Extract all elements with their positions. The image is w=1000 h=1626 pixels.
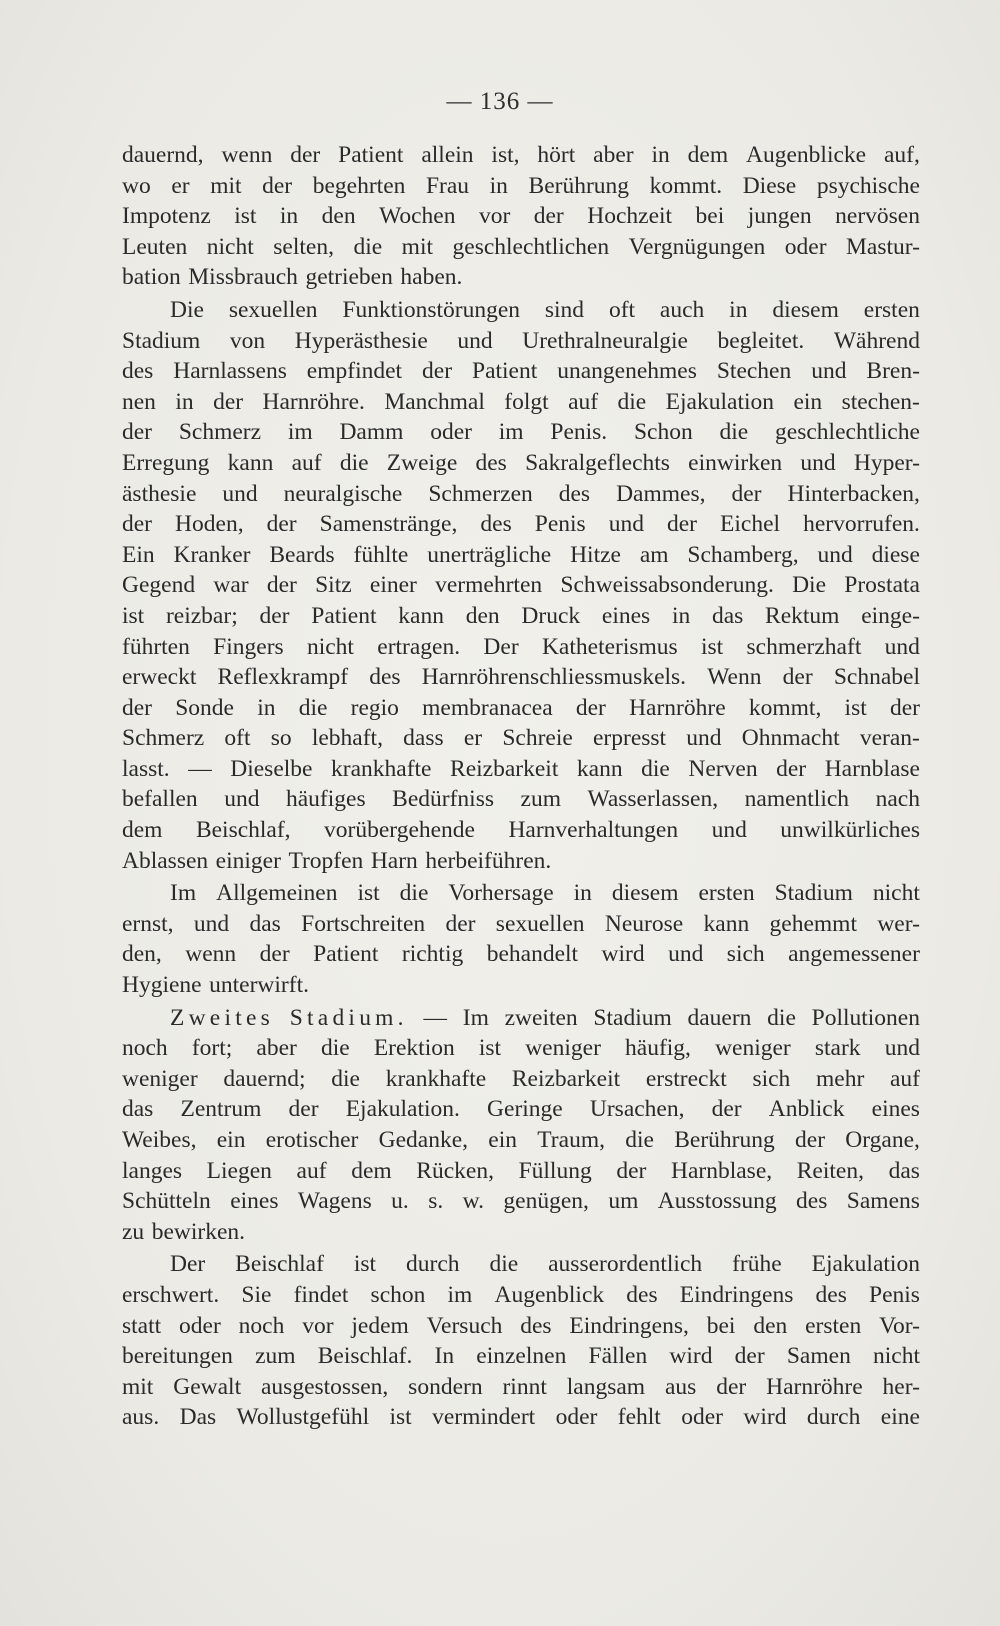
text-line: führten Fingers nicht ertragen. Der Katheterismus ist schmerzhaft und xyxy=(122,633,920,660)
text-line: Zweites Stadium. — Im zweiten Stadium dauern die Pollutionen xyxy=(170,1004,920,1031)
text-line: Leuten nicht selten, die mit geschlechtlichen Vergnügungen oder Mastur- xyxy=(122,233,920,260)
text-line: der Sonde in die regio membranacea der Harnröhre kommt, ist der xyxy=(122,694,920,721)
text-line: Impotenz ist in den Wochen vor der Hochzeit bei jungen nervösen xyxy=(122,203,920,230)
text-line: noch fort; aber die Erektion ist weniger häufig, weniger stark und xyxy=(122,1035,920,1062)
text-line: Die sexuellen Funktionstörungen sind oft auch in diesem ersten xyxy=(170,296,920,323)
text-line: Schütteln eines Wagens u. s. w. genügen, um Ausstossung des Samens xyxy=(122,1188,920,1215)
text-line: langes Liegen auf dem Rücken, Füllung der Harnblase, Reiten, das xyxy=(122,1157,920,1184)
text-line: den, wenn der Patient richtig behandelt wird und sich angemessener xyxy=(122,941,920,968)
text-line: ernst, und das Fortschreiten der sexuellen Neurose kann gehemmt wer- xyxy=(122,910,920,937)
text-line: Ein Kranker Beards fühlte unerträgliche Hitze am Schamberg, und diese xyxy=(122,541,920,568)
text-line: Gegend war der Sitz einer vermehrten Schweissabsonderung. Die Prostata xyxy=(122,572,920,599)
text-line: der Hoden, der Samenstränge, des Penis und der Eichel hervorrufen. xyxy=(122,511,920,538)
text-line: statt oder noch vor jedem Versuch des Eindringens, bei den ersten Vor- xyxy=(122,1312,920,1339)
text-line: befallen und häufiges Bedürfniss zum Wasserlassen, namentlich nach xyxy=(122,786,920,813)
text-line: zu bewirken. xyxy=(122,1218,246,1245)
text-line: Schmerz oft so lebhaft, dass er Schreie erpresst und Ohnmacht veran- xyxy=(122,725,920,752)
text-line: wo er mit der begehrten Frau in Berührung kommt. Diese psychische xyxy=(122,172,920,199)
page-number: — 136 — xyxy=(446,88,554,115)
text-line: bereitungen zum Beischlaf. In einzelnen Fällen wird der Samen nicht xyxy=(122,1343,920,1370)
text-line: Hygiene unterwirft. xyxy=(122,972,309,999)
body-text xyxy=(122,140,920,1433)
text-line: mit Gewalt ausgestossen, sondern rinnt langsam aus der Harnröhre her- xyxy=(122,1373,920,1400)
text-line: des Harnlassens empfindet der Patient unangenehmes Stechen und Bren- xyxy=(122,358,920,385)
text-line: weniger dauernd; die krankhafte Reizbarkeit erstreckt sich mehr auf xyxy=(122,1065,920,1092)
text-line: bation Missbrauch getrieben haben. xyxy=(122,264,463,291)
text-line: nen in der Harnröhre. Manchmal folgt auf die Ejakulation ein stechen- xyxy=(122,388,920,415)
text-line: erweckt Reflexkrampf des Harnröhrenschliessmuskels. Wenn der Schnabel xyxy=(122,664,920,691)
text-line: Ablassen einiger Tropfen Harn herbeiführen. xyxy=(122,847,552,874)
text-line: Erregung kann auf die Zweige des Sakralgeflechts einwirken und Hyper- xyxy=(122,449,920,476)
text-line: dauernd, wenn der Patient allein ist, hört aber in dem Augenblicke auf, xyxy=(122,142,920,168)
text-line: der Schmerz im Damm oder im Penis. Schon die geschlechtliche xyxy=(122,419,920,446)
text-line: Im Allgemeinen ist die Vorhersage in diesem ersten Stadium nicht xyxy=(170,880,920,907)
text-line: Der Beischlaf ist durch die ausserordentlich frühe Ejakulation xyxy=(170,1251,920,1278)
text-line: lasst. — Dieselbe krankhafte Reizbarkeit kann die Nerven der Harnblase xyxy=(122,755,920,782)
text-line: das Zentrum der Ejakulation. Geringe Ursachen, der Anblick eines xyxy=(122,1096,920,1123)
text-line: Stadium von Hyperästhesie und Urethralneuralgie begleitet. Während xyxy=(122,327,920,354)
text-line: ästhesie und neuralgische Schmerzen des Dammes, der Hinterbacken, xyxy=(122,480,920,507)
text-line: dem Beischlaf, vorübergehende Harnverhaltungen und unwilkürliches xyxy=(122,817,920,844)
text-line: erschwert. Sie findet schon im Augenblick des Eindringens des Penis xyxy=(122,1281,920,1308)
text-line: ist reizbar; der Patient kann den Druck eines in das Rektum einge- xyxy=(122,602,920,629)
text-line: aus. Das Wollustgefühl ist vermindert oder fehlt oder wird durch eine xyxy=(122,1404,920,1431)
text-line: Weibes, ein erotischer Gedanke, ein Traum, die Berührung der Organe, xyxy=(122,1127,920,1153)
